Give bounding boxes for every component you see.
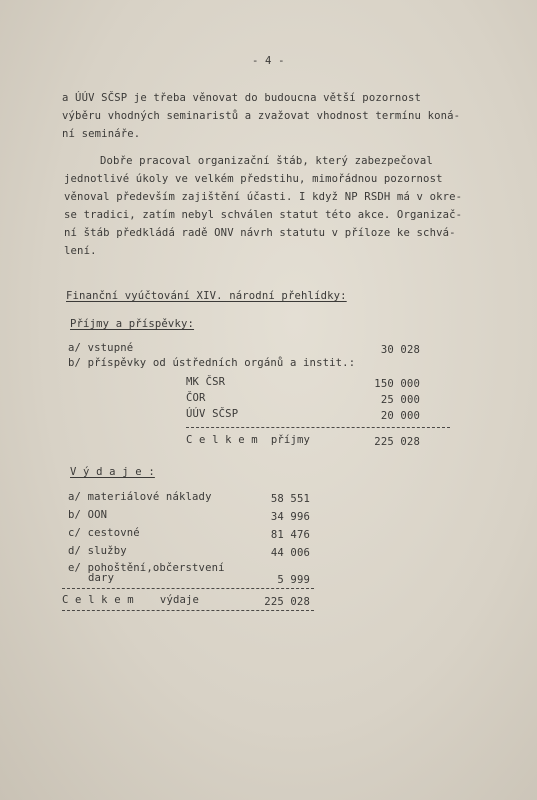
income-a-label: a/ vstupné [68,342,134,354]
income-item-label: ÚÚV SČSP [186,408,239,420]
income-heading: Příjmy a příspěvky: [70,318,195,330]
paragraph2-line: se tradici, zatím nebyl schválen statut této akce. Organizač- [64,209,463,221]
income-item-value: 20 000 [380,410,420,422]
expense-item-value: 81 476 [270,529,310,541]
income-total-label: C e l k e m příjmy [186,434,311,446]
expense-item-label: c/ cestovné [68,527,140,539]
paragraph2-line: jednotlivé úkoly ve velkém předstihu, mimořádnou pozornost [64,173,443,185]
expense-item-label: b/ OON [68,509,108,521]
expense-item-value: 44 006 [270,547,310,559]
income-b-label: b/ příspěvky od ústředních orgánů a instit.: [68,357,356,369]
income-divider [186,427,450,428]
expense-item-label: a/ materiálové náklady [68,491,212,503]
paragraph1-line: výběru vhodných seminaristů a zvažovat vhodnost termínu koná- [62,110,461,122]
paragraph2-line: Dobře pracoval organizační štáb, který zabezpečoval [100,155,433,167]
paragraph2-line: věnoval především zajištění účasti. I když NP RSDH má v okre- [64,191,463,203]
income-item-value: 25 000 [380,394,420,406]
section-title: Finanční vyúčtování XIV. národní přehlídky: [66,290,347,302]
expense-item-value: 34 996 [270,511,310,523]
income-item-label: ČOR [186,392,206,404]
income-a-value: 30 028 [380,344,420,356]
paragraph2-line: ní štáb předkládá radě ONV návrh statutu v příloze ke schvá- [64,227,456,239]
expenses-heading: V ý d a j e : [70,466,155,478]
income-item-label: MK ČSR [186,376,226,388]
income-total-value: 225 028 [374,436,420,448]
expense-e-value: 5 999 [277,574,310,586]
expense-e-label-continued: dary [88,572,115,584]
expense-item-label: d/ služby [68,545,127,557]
expenses-total-label: C e l k e m výdaje [62,594,200,606]
page-number: - 4 - [252,55,285,67]
expenses-divider [62,588,314,589]
expenses-total-value: 225 028 [264,596,310,608]
paragraph1-line: ní semináře. [62,128,141,140]
expenses-bottom-divider [62,610,314,611]
expense-item-value: 58 551 [270,493,310,505]
expense-e-label: e/ pohoštění,občerstvení [68,562,225,574]
income-item-value: 150 000 [374,378,420,390]
paragraph1-line: a ÚÚV SČSP je třeba věnovat do budoucna větší pozornost [62,92,422,104]
paragraph2-line: lení. [64,245,97,257]
